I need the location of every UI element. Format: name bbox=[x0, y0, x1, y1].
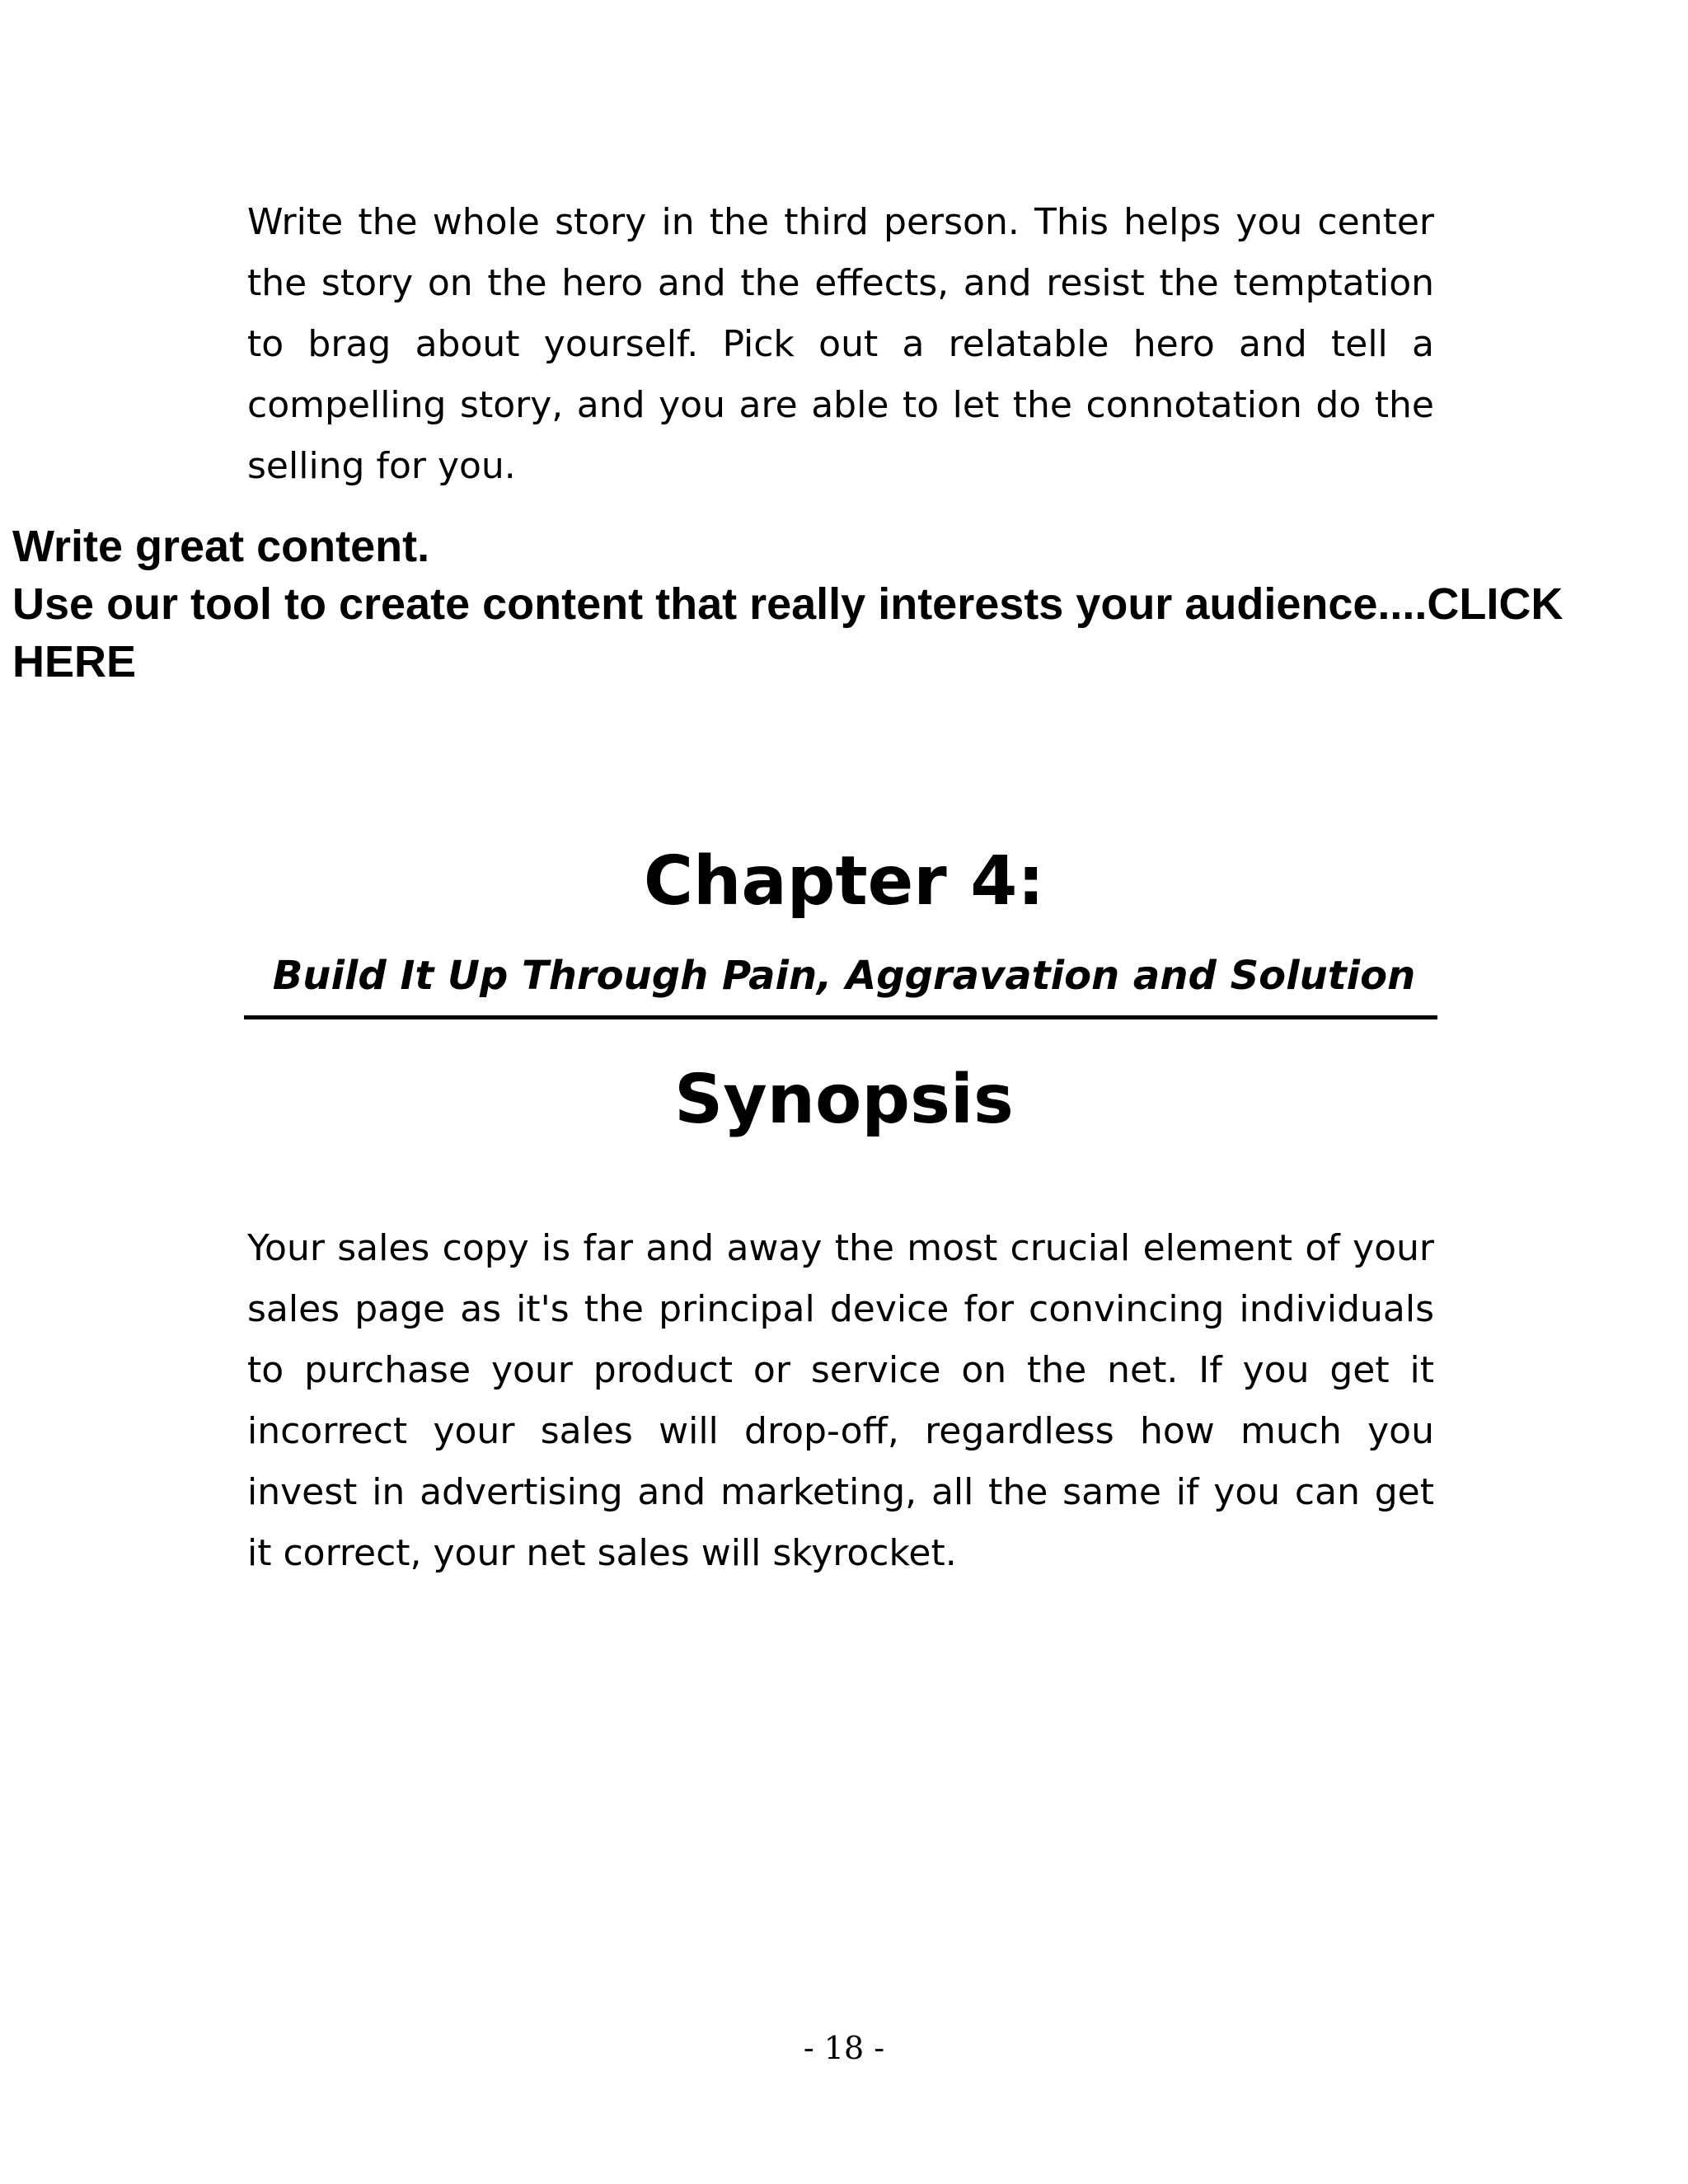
synopsis-paragraph: Your sales copy is far and away the most crucial element of your sales page as it's the principal device for convincing individuals to purchase your product or service on the net. If you get it incorrect your sales will drop-off, regardless how much you invest in advertising and marketing, all the same if you can get it correct, your net sales will skyrocket. bbox=[247, 1227, 1434, 1574]
intro-paragraph: Write the whole story in the third person. This helps you center the story on the hero and the effects, and resist the temptation to brag about yourself. Pick out a relatable hero and tell a compelling story, and you are able to let the connotation do the selling for you. bbox=[247, 201, 1434, 487]
chapter-subtitle: Build It Up Through Pain, Aggravation and Solution bbox=[272, 953, 1416, 999]
promo-headline: Write great content. bbox=[12, 522, 430, 571]
chapter-title: Chapter 4: bbox=[643, 842, 1045, 921]
chapter-divider bbox=[244, 1015, 1437, 1019]
promo-banner[interactable] bbox=[12, 518, 1677, 691]
page-number: - 18 - bbox=[803, 2030, 885, 2066]
promo-click-here-link[interactable]: Use our tool to create content that really interests your audience....CLICK HERE bbox=[12, 579, 1564, 687]
section-heading-synopsis: Synopsis bbox=[674, 1061, 1014, 1139]
